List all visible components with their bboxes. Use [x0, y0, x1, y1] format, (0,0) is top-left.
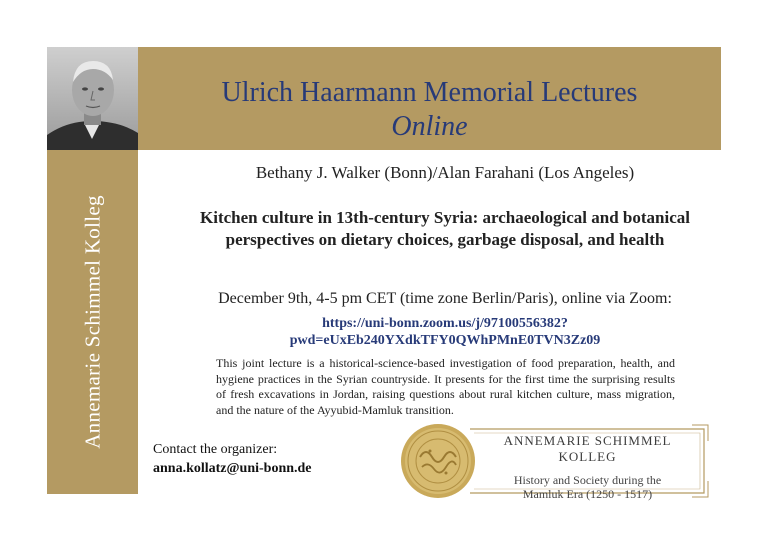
coin-seal-icon — [401, 424, 475, 498]
contact-label: Contact the organizer: — [153, 442, 278, 457]
speakers-line: Bethany J. Walker (Bonn)/Alan Farahani (Los Angeles) — [255, 163, 635, 182]
contact-email-link[interactable]: anna.kollatz@uni-bonn.de — [153, 461, 312, 476]
portrait-image — [47, 47, 138, 150]
logo-subtitle — [480, 473, 695, 501]
page-title: Ulrich Haarmann Memorial Lectures — [221, 77, 638, 108]
sidebar-kolleg-name: Annemarie Schimmel Kolleg — [80, 195, 104, 449]
logo-text — [480, 433, 695, 501]
speaker-portrait — [47, 47, 138, 150]
date-line: December 9th, 4-5 pm CET (time zone Berlin/Paris), online via Zoom: — [218, 290, 672, 307]
logo-subtitle-line2: Mamluk Era (1250 - 1517) — [522, 487, 653, 501]
zoom-link[interactable] — [150, 315, 740, 349]
page-subtitle: Online — [391, 111, 468, 142]
logo-subtitle-line1: History and Society during the — [513, 473, 662, 487]
header-band — [138, 47, 721, 150]
lecture-title: Kitchen culture in 13th-century Syria: archaeological and botanical perspectives on dietary choices, garbage disposal, and health — [200, 208, 690, 249]
logo-name: ANNEMARIE SCHIMMEL KOLLEG — [503, 433, 672, 464]
lecture-description: This joint lecture is a historical-science-based investigation of food preparation, health, and hygiene practices in the Syrian countryside. It presents for the first time the surprising results of fresh excavations in Jordan, raising questions about rural kitchen culture, mass migration, and the nature of the Ayyubid-Mamluk transition. — [216, 356, 675, 417]
contact-block — [153, 440, 312, 478]
sidebar-band — [47, 150, 138, 494]
zoom-link-line2[interactable]: pwd=eUxEb240YXdkTFY0QWhPMnE0TVN3Zz09 — [289, 333, 601, 348]
zoom-link-line1[interactable]: https://uni-bonn.zoom.us/j/97100556382? — [322, 316, 568, 331]
